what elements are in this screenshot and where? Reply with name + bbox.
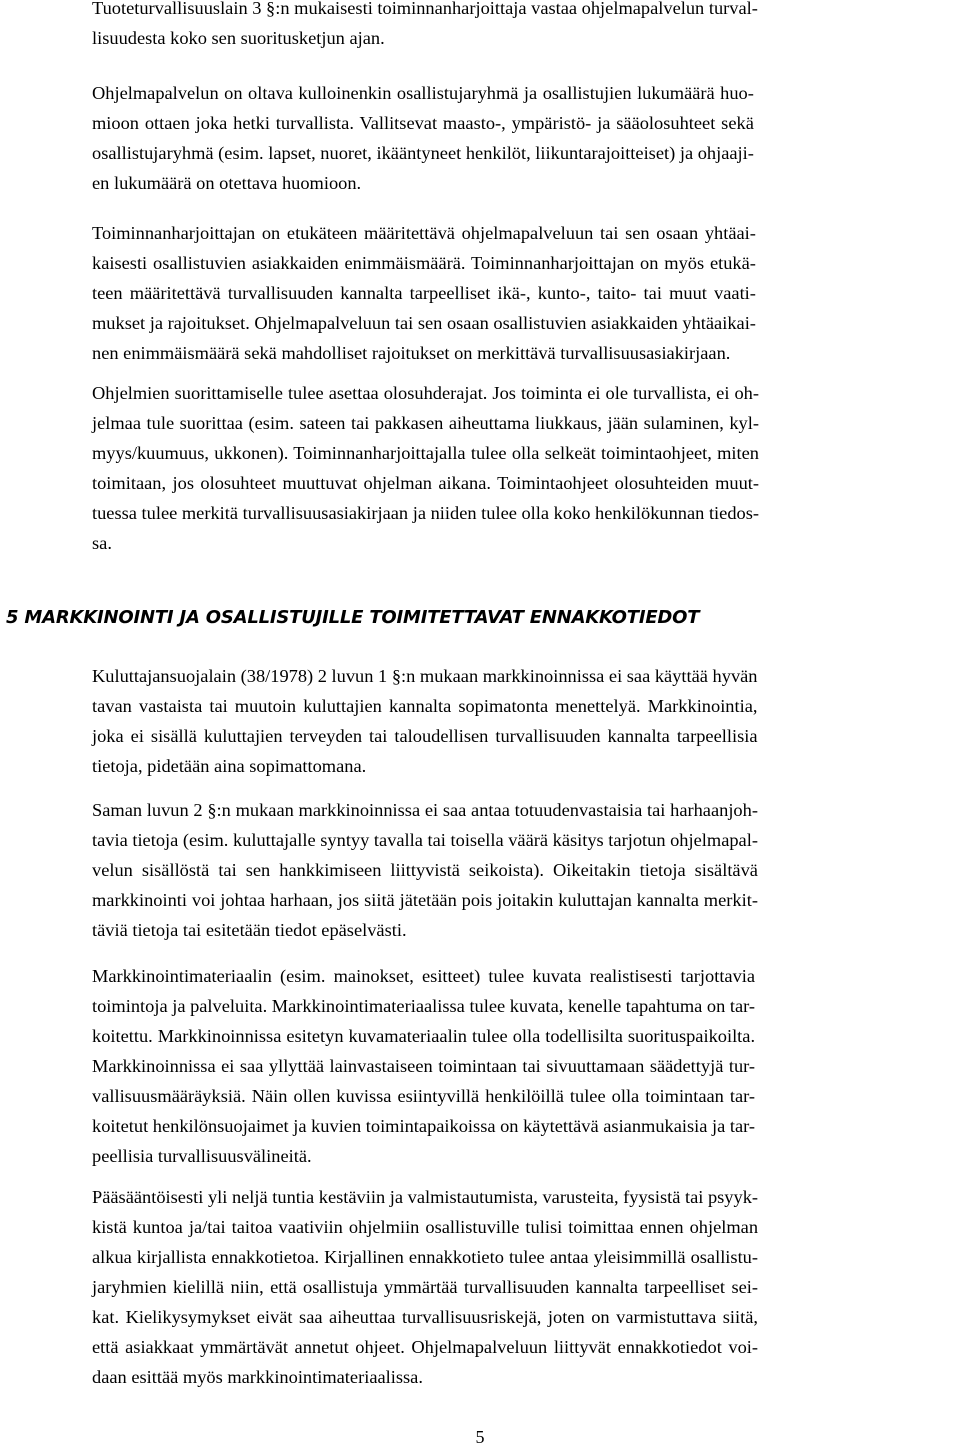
text-line: jelmaa tule suorittaa (esim. sateen tai pakkasen aiheuttama liukkaus, jään sulaminen, kyl- xyxy=(92,413,759,433)
text-line: jaryhmien kielillä niin, että osallistuja ymmärtää turvallisuuden kannalta tarpeelliset sei- xyxy=(92,1277,759,1297)
intro-paragraph-2 xyxy=(92,78,754,198)
text-line: tietoja, pidetään aina sopimattomana. xyxy=(92,756,367,776)
text-line: koitetut henkilönsuojaimet ja kuvien toimintapaikoissa on käytettävä asianmukaisia ja tar- xyxy=(92,1116,756,1136)
text-line: Markkinointimateriaalin (esim. mainokset, esitteet) tulee kuvata realistisesti tarjottavia xyxy=(92,966,756,986)
text-line: vallisuusmääräyksiä. Näin ollen kuvissa esiintyvillä henkilöillä tulee olla toimintaan tar- xyxy=(92,1086,756,1106)
text-line: osallistujaryhmä (esim. lapset, nuoret, ikääntyneet henkilöt, liikuntarajoitteiset) ja ohjaaji- xyxy=(92,143,754,163)
text-line: Markkinoinnissa ei saa yllyttää lainvastaiseen toimintaan tai sivuuttamaan säädettyjä tur- xyxy=(92,1056,756,1076)
text-line: peellisia turvallisuusvälineitä. xyxy=(92,1146,312,1166)
page-number: 5 xyxy=(475,1427,485,1447)
intro-paragraph-4 xyxy=(92,378,759,558)
text-line: Kuluttajansuojalain (38/1978) 2 luvun 1 §:n mukaan markkinoinnissa ei saa käyttää hyvän xyxy=(92,666,758,686)
text-line: joka ei sisällä kuluttajien terveyden tai taloudellisen turvallisuuden kannalta tarpeellisia xyxy=(92,726,758,746)
text-line: Tuoteturvallisuuslain 3 §:n mukaisesti toiminnanharjoittaja vastaa ohjelmapalvelun turval- xyxy=(92,0,758,18)
text-line: mioon ottaen joka hetki turvallista. Vallitsevat maasto-, ympäristö- ja sääolosuhteet sekä xyxy=(92,113,754,133)
section-paragraph-4 xyxy=(92,1182,758,1392)
text-line: nen enimmäismäärä sekä mahdolliset rajoitukset on merkittävä turvallisuusasiakirjaan. xyxy=(92,343,731,363)
text-line: kaisesti osallistuvien asiakkaiden enimmäismäärä. Toiminnanharjoittajan on myös etukä- xyxy=(92,253,756,273)
text-line: en lukumäärä on otettava huomioon. xyxy=(92,173,362,193)
text-line: kat. Kielikysymykset eivät saa aiheuttaa turvallisuusriskejä, joten on varmistuttava siitä, xyxy=(92,1307,759,1327)
text-line: tavia tietoja (esim. kuluttajalle syntyy tavalla tai toisella väärä käsitys tarjotun ohjelmapal- xyxy=(92,830,758,850)
text-line: tuessa tulee merkitä turvallisuusasiakirjaan ja niiden tulee olla koko henkilökunnan tiedos- xyxy=(92,503,759,523)
text-line: Ohjelmapalvelun on oltava kulloinenkin osallistujaryhmä ja osallistujien lukumäärä huo- xyxy=(92,83,754,103)
text-line: että asiakkaat ymmärtävät annetut ohjeet. Ohjelmapalveluun liittyvät ennakkotiedot voi- xyxy=(92,1337,759,1357)
text-line: teen määritettävä turvallisuuden kannalta tarpeelliset ikä-, kunto-, taito- tai muut vaati- xyxy=(92,283,756,303)
intro-paragraph-1 xyxy=(92,0,758,53)
text-line: Saman luvun 2 §:n mukaan markkinoinnissa ei saa antaa totuudenvastaisia tai harhaanjoh- xyxy=(92,800,758,820)
text-line: sa. xyxy=(92,533,112,553)
text-line: koitettu. Markkinoinnissa esitetyn kuvamateriaalin tulee olla todellisilta suorituspaikoilta. xyxy=(92,1026,756,1046)
section-heading: 5 MARKKINOINTI JA OSALLISTUJILLE TOIMITETTAVAT ENNAKKOTIEDOT xyxy=(6,607,700,628)
section-paragraph-1 xyxy=(92,661,758,781)
text-line: Ohjelmien suorittamiselle tulee asettaa olosuhderajat. Jos toiminta ei ole turvallista, ei oh- xyxy=(92,383,759,403)
intro-paragraph-3 xyxy=(92,218,756,368)
text-line: tavan vastaista tai muutoin kuluttajien kannalta sopimatonta menettelyä. Markkinointia, xyxy=(92,696,758,716)
text-line: mukset ja rajoitukset. Ohjelmapalveluun tai sen osaan osallistuvien asiakkaiden yhtäaikai- xyxy=(92,313,756,333)
text-line: lisuudesta koko sen suoritusketjun ajan. xyxy=(92,28,385,48)
text-line: daan esittää myös markkinointimateriaalissa. xyxy=(92,1367,423,1387)
text-line: velun sisällöstä tai sen hankkimiseen liittyvistä seikoista). Oikeitakin tietoja sisältävä xyxy=(92,860,758,880)
text-line: täviä tietoja tai esitetään tiedot epäselvästi. xyxy=(92,920,407,940)
text-line: toimitaan, jos olosuhteet muuttuvat ohjelman aikana. Toimintaohjeet olosuhteiden muut- xyxy=(92,473,759,493)
text-line: alkua kirjallista ennakkotietoa. Kirjallinen ennakkotieto tulee antaa yleisimmillä osallistu- xyxy=(92,1247,759,1267)
section-paragraph-3 xyxy=(92,961,755,1171)
section-paragraph-2 xyxy=(92,795,758,945)
text-line: markkinointi voi johtaa harhaan, jos siitä jätetään pois joitakin kuluttajan kannalta merkit- xyxy=(92,890,758,910)
text-line: toimintoja ja palveluita. Markkinointimateriaalissa tulee kuvata, kenelle tapahtuma on tar- xyxy=(92,996,756,1016)
text-line: Pääsääntöisesti yli neljä tuntia kestäviin ja valmistautumista, varusteita, fyysistä tai psyyk- xyxy=(92,1187,759,1207)
text-line: Toiminnanharjoittajan on etukäteen määritettävä ohjelmapalveluun tai sen osaan yhtäai- xyxy=(92,223,756,243)
text-line: myys/kuumuus, ukkonen). Toiminnanharjoittajalla tulee olla selkeät toimintaohjeet, miten xyxy=(92,443,759,463)
text-line: kistä kuntoa ja/tai taitoa vaativiin ohjelmiin osallistuville tulisi toimittaa ennen ohjelman xyxy=(92,1217,759,1237)
